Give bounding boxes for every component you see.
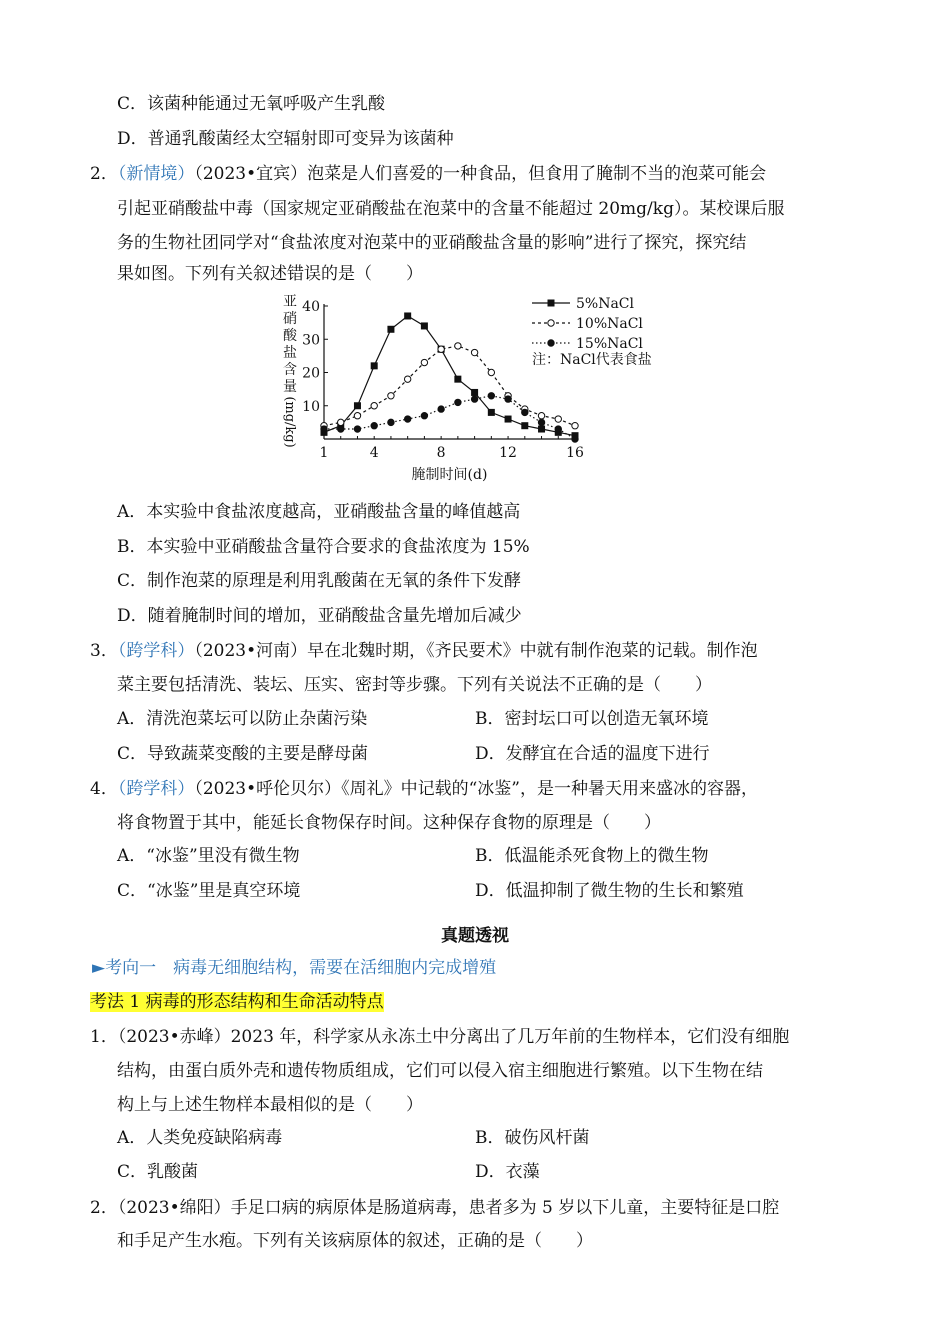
data-point: [555, 426, 561, 432]
data-point: [572, 436, 578, 442]
data-point: [354, 426, 360, 432]
y-tick-label: 30: [302, 332, 320, 349]
q4-text: （2023•呼伦贝尔）《周礼》中记载的“冰鉴”，是一种暑天用来盛冰的容器，: [194, 779, 758, 799]
q3-number: 3．: [90, 641, 118, 661]
q2-option-a: A．本实验中食盐浓度越高，亚硝酸盐含量的峰值越高: [117, 502, 521, 522]
q2-option-d: D．随着腌制时间的增加，亚硝酸盐含量先增加后减少: [117, 606, 522, 626]
data-point: [438, 346, 444, 352]
legend-marker: [548, 320, 554, 326]
chart-note: 注：NaCl代表食盐: [532, 352, 652, 368]
q2-stem-line2: 引起亚硝酸盐中毒（国家规定亚硝酸盐在泡菜中的含量不能超过 20mg/kg）。某校课后服: [117, 199, 785, 219]
q2-tag: （新情境）: [117, 164, 195, 184]
data-point: [455, 343, 461, 349]
q2-stem-line1: [90, 162, 766, 186]
p1-text: （2023•赤峰）2023 年，科学家从永冻土中分离出了几万年前的生物样本，它们没有细胞: [117, 1027, 790, 1047]
data-point: [405, 313, 411, 319]
q3-stem-line1: [90, 639, 758, 663]
x-tick-label: 8: [436, 445, 446, 461]
q1-option-c: C．该菌种能通过无氧呼吸产生乳酸: [117, 94, 386, 114]
data-point: [421, 323, 427, 329]
data-point: [421, 359, 427, 365]
data-point: [321, 426, 327, 432]
q4-stem-line1: [90, 777, 758, 801]
data-point: [488, 409, 494, 415]
data-point: [472, 389, 478, 395]
data-point: [388, 326, 394, 332]
legend-marker: [548, 340, 554, 346]
p2-text: （2023•绵阳）手足口病的病原体是肠道病毒，患者多为 5 岁以下儿童，主要特征是口腔: [117, 1198, 780, 1218]
y-axis-label: 亚硝酸盐含量: [283, 294, 297, 395]
q4-tag: （跨学科）: [117, 779, 195, 799]
data-point: [371, 363, 377, 369]
q3-stem-line2: 菜主要包括清洗、装坛、压实、密封等步骤。下列有关说法不正确的是（ ）: [117, 675, 712, 695]
q2-text: （2023•宜宾）泡菜是人们喜爱的一种食品，但食用了腌制不当的泡菜可能会: [194, 164, 767, 184]
p1-option-c: C．乳酸菌: [117, 1162, 199, 1182]
data-point: [522, 423, 528, 429]
data-point: [421, 413, 427, 419]
p1-option-b: B．破伤风杆菌: [475, 1128, 590, 1148]
data-point: [522, 409, 528, 415]
chart-series: [321, 313, 578, 442]
data-point: [371, 403, 377, 409]
q3-option-c: C．导致蔬菜变酸的主要是酵母菌: [117, 744, 369, 764]
data-point: [572, 423, 578, 429]
p2-stem-line2: 和手足产生水疱。下列有关该病原体的叙述，正确的是（ ）: [117, 1231, 593, 1251]
exam-direction: ►考向一 病毒无细胞结构，需要在活细胞内完成增殖: [92, 958, 497, 978]
data-point: [488, 393, 494, 399]
data-point: [455, 376, 461, 382]
p1-option-a: A．人类免疫缺陷病毒: [117, 1128, 283, 1148]
data-point: [338, 426, 344, 432]
q2-number: 2．: [90, 164, 118, 184]
section-title: 真题透视: [441, 926, 509, 946]
q3-option-b: B．密封坛口可以创造无氧环境: [475, 709, 709, 729]
data-point: [488, 369, 494, 375]
y-tick-label: 20: [302, 365, 320, 382]
q4-stem-line2: 将食物置于其中，能延长食物保存时间。这种保存食物的原理是（ ）: [117, 813, 661, 833]
q3-tag: （跨学科）: [117, 641, 195, 661]
x-tick-label: 4: [369, 445, 379, 461]
legend-label: 10%NaCl: [576, 316, 643, 332]
y-tick-label: 40: [302, 299, 320, 315]
legend-marker: [548, 300, 554, 306]
exam-method: [90, 990, 384, 1014]
legend-label: 5%NaCl: [576, 296, 634, 312]
p2-number: 2．: [90, 1198, 118, 1218]
q2-option-c: C．制作泡菜的原理是利用乳酸菌在无氧的条件下发酵: [117, 571, 522, 591]
q2-stem-line3: 务的生物社团同学对“食盐浓度对泡菜中的亚硝酸盐含量的影响”进行了探究，探究结: [117, 233, 747, 253]
x-axis-label: 腌制时间(d): [411, 467, 488, 483]
q4-option-a: A．“冰鉴”里没有微生物: [117, 846, 300, 866]
data-point: [538, 419, 544, 425]
q2-option-b: B．本实验中亚硝酸盐含量符合要求的食盐浓度为 15%: [117, 537, 530, 557]
q3-option-d: D．发酵宜在合适的温度下进行: [475, 744, 710, 764]
x-tick-label: 12: [499, 445, 517, 461]
data-point: [438, 406, 444, 412]
data-point: [505, 416, 511, 422]
p1-number: 1．: [90, 1027, 118, 1047]
x-tick-label: 1: [319, 445, 329, 461]
data-point: [555, 416, 561, 422]
data-point: [371, 423, 377, 429]
data-point: [505, 396, 511, 402]
data-point: [539, 426, 545, 432]
q4-number: 4．: [90, 779, 118, 799]
q2-stem-line4: 果如图。下列有关叙述错误的是（ ）: [117, 264, 423, 284]
data-point: [354, 413, 360, 419]
data-point: [388, 393, 394, 399]
p1-option-d: D．衣藻: [475, 1162, 540, 1182]
chart-axes: [282, 294, 584, 483]
q4-option-b: B．低温能杀死食物上的微生物: [475, 846, 709, 866]
chart-legend: [532, 296, 652, 368]
q1-option-d: D．普通乳酸菌经太空辐射即可变异为该菌种: [117, 129, 454, 149]
exam-method-highlight: 考法 1 病毒的形态结构和生命活动特点: [90, 992, 384, 1012]
p1-stem-line3: 构上与上述生物样本最相似的是（ ）: [117, 1095, 423, 1115]
q3-text: （2023•河南）早在北魏时期，《齐民要术》中就有制作泡菜的记载。制作泡: [194, 641, 758, 661]
data-point: [338, 419, 344, 425]
data-point: [471, 349, 477, 355]
x-tick-label: 16: [566, 445, 584, 461]
nitrite-chart: [270, 292, 690, 492]
q4-option-d: D．低温抑制了微生物的生长和繁殖: [475, 881, 744, 901]
legend-label: 15%NaCl: [576, 336, 643, 352]
q3-option-a: A．清洗泡菜坛可以防止杂菌污染: [117, 709, 368, 729]
data-point: [455, 399, 461, 405]
series-line: [324, 316, 575, 436]
p1-stem-line2: 结构，由蛋白质外壳和遗传物质组成，它们可以侵入宿主细胞进行繁殖。以下生物在结: [117, 1061, 763, 1081]
data-point: [404, 416, 410, 422]
p2-stem-line1: [90, 1196, 779, 1220]
data-point: [354, 403, 360, 409]
y-axis-unit: (mg/kg): [282, 396, 297, 448]
y-tick-label: 10: [302, 398, 320, 415]
series-line: [324, 396, 575, 439]
data-point: [471, 396, 477, 402]
data-point: [388, 419, 394, 425]
data-point: [538, 413, 544, 419]
data-point: [404, 376, 410, 382]
p1-stem-line1: [90, 1025, 789, 1049]
q4-option-c: C．“冰鉴”里是真空环境: [117, 881, 301, 901]
